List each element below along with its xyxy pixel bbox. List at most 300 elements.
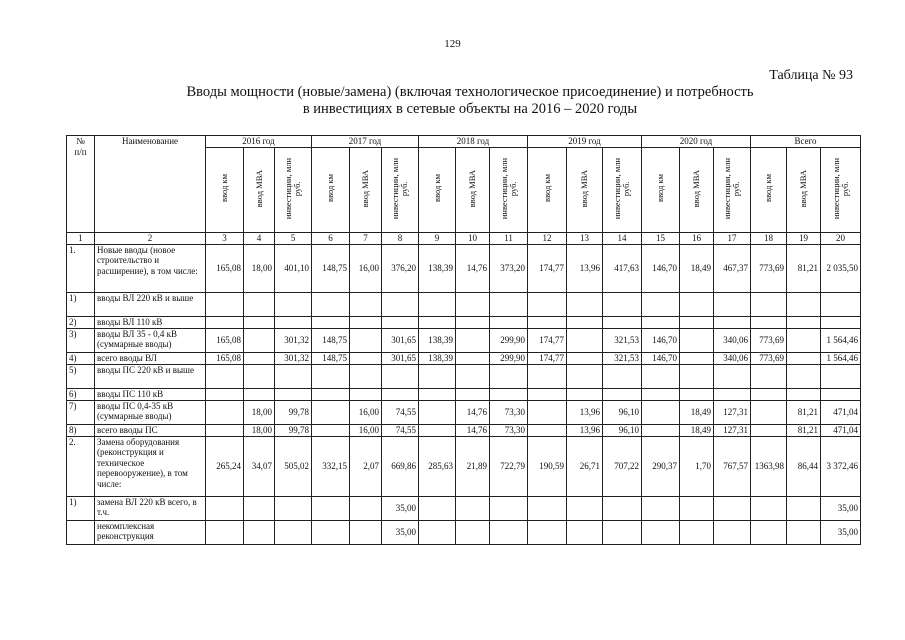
header-subcolumn-label: инвестиции, млн руб. bbox=[390, 157, 409, 219]
row-value: 81,21 bbox=[787, 244, 821, 292]
row-value bbox=[821, 388, 861, 400]
row-value: 773,69 bbox=[751, 352, 787, 364]
row-name: всего вводы ВЛ bbox=[95, 352, 206, 364]
row-value: 321,53 bbox=[603, 352, 642, 364]
row-number: 6) bbox=[67, 388, 95, 400]
row-value bbox=[312, 292, 350, 316]
header-year: 2017 год bbox=[312, 136, 419, 148]
row-name: вводы ВЛ 35 - 0,4 кВ (суммарные вводы) bbox=[95, 328, 206, 352]
row-value bbox=[567, 316, 603, 328]
row-value: 767,57 bbox=[714, 436, 751, 496]
header-subcolumn bbox=[821, 147, 861, 232]
row-value bbox=[456, 520, 490, 544]
row-value: 138,39 bbox=[419, 352, 456, 364]
row-value bbox=[275, 292, 312, 316]
row-value bbox=[642, 364, 680, 388]
header-year: 2016 год bbox=[206, 136, 312, 148]
row-value bbox=[350, 364, 382, 388]
row-value bbox=[642, 388, 680, 400]
column-number: 5 bbox=[275, 232, 312, 244]
row-value bbox=[528, 292, 567, 316]
column-number: 15 bbox=[642, 232, 680, 244]
row-value bbox=[419, 520, 456, 544]
row-value bbox=[603, 520, 642, 544]
row-value bbox=[244, 328, 275, 352]
row-value bbox=[714, 496, 751, 520]
row-value bbox=[603, 364, 642, 388]
column-number: 3 bbox=[206, 232, 244, 244]
row-value bbox=[567, 328, 603, 352]
row-number: 8) bbox=[67, 424, 95, 436]
row-value bbox=[567, 292, 603, 316]
row-value: 669,86 bbox=[382, 436, 419, 496]
table-row bbox=[67, 292, 861, 316]
row-value: 86,44 bbox=[787, 436, 821, 496]
row-value: 301,65 bbox=[382, 352, 419, 364]
row-value: 148,75 bbox=[312, 328, 350, 352]
row-value bbox=[821, 364, 861, 388]
row-value bbox=[382, 316, 419, 328]
row-value bbox=[528, 520, 567, 544]
row-value bbox=[350, 388, 382, 400]
column-number: 14 bbox=[603, 232, 642, 244]
row-value: 146,70 bbox=[642, 328, 680, 352]
header-subcolumn bbox=[787, 147, 821, 232]
row-value: 16,00 bbox=[350, 424, 382, 436]
row-value bbox=[603, 388, 642, 400]
table-row bbox=[67, 352, 861, 364]
row-value bbox=[419, 292, 456, 316]
header-year: 2018 год bbox=[419, 136, 528, 148]
column-number: 4 bbox=[244, 232, 275, 244]
row-value bbox=[787, 520, 821, 544]
row-value: 96,10 bbox=[603, 400, 642, 424]
row-value bbox=[821, 316, 861, 328]
row-value: 165,08 bbox=[206, 244, 244, 292]
row-value bbox=[603, 292, 642, 316]
header-subcolumn-label: инвестиции, млн руб. bbox=[830, 157, 850, 219]
row-value bbox=[680, 292, 714, 316]
row-value: 81,21 bbox=[787, 424, 821, 436]
page-number: 129 bbox=[444, 38, 461, 50]
row-value: 35,00 bbox=[382, 520, 419, 544]
header-year: 2020 год bbox=[642, 136, 751, 148]
row-value: 18,00 bbox=[244, 424, 275, 436]
row-value bbox=[490, 316, 528, 328]
row-value bbox=[528, 400, 567, 424]
header-subcolumn-label: ввод МВА bbox=[579, 169, 589, 207]
row-value: 299,90 bbox=[490, 352, 528, 364]
table-row bbox=[67, 328, 861, 352]
row-name: Замена оборудования (реконструкция и техническое перевооружение), в том числе: bbox=[95, 436, 206, 496]
row-name: вводы ПС 110 кВ bbox=[95, 388, 206, 400]
header-subcolumn-label: ввод км bbox=[541, 174, 552, 203]
row-value bbox=[528, 496, 567, 520]
row-value: 148,75 bbox=[312, 244, 350, 292]
header-subcolumn bbox=[382, 147, 419, 232]
row-name: вводы ВЛ 220 кВ и выше bbox=[95, 292, 206, 316]
row-value: 376,20 bbox=[382, 244, 419, 292]
row-number: 2. bbox=[67, 436, 95, 496]
row-value: 13,96 bbox=[567, 244, 603, 292]
row-number: 2) bbox=[67, 316, 95, 328]
column-number: 7 bbox=[350, 232, 382, 244]
row-value bbox=[567, 352, 603, 364]
row-value: 35,00 bbox=[382, 496, 419, 520]
row-value: 467,37 bbox=[714, 244, 751, 292]
row-value: 1,70 bbox=[680, 436, 714, 496]
header-year: 2019 год bbox=[528, 136, 642, 148]
row-value: 2 035,50 bbox=[821, 244, 861, 292]
row-value bbox=[456, 364, 490, 388]
row-name: некомплексная реконструкция bbox=[95, 520, 206, 544]
header-subcolumn bbox=[350, 147, 382, 232]
row-value: 14,76 bbox=[456, 400, 490, 424]
row-value: 1363,98 bbox=[751, 436, 787, 496]
row-value: 340,06 bbox=[714, 328, 751, 352]
row-value bbox=[603, 316, 642, 328]
row-value: 299,90 bbox=[490, 328, 528, 352]
row-value: 773,69 bbox=[751, 328, 787, 352]
header-subcolumn-label: инвестиции, млн руб. bbox=[612, 157, 631, 219]
row-value bbox=[244, 364, 275, 388]
row-value bbox=[312, 364, 350, 388]
header-subcolumn bbox=[714, 147, 751, 232]
row-value bbox=[350, 292, 382, 316]
header-subcolumn-label: ввод МВА bbox=[360, 169, 370, 207]
row-value bbox=[456, 316, 490, 328]
header-subcolumn-label: ввод МВА bbox=[691, 169, 701, 207]
row-name: Новые вводы (новое строительство и расширение), в том числе: bbox=[95, 244, 206, 292]
header-subcolumn bbox=[603, 147, 642, 232]
row-value: 138,39 bbox=[419, 328, 456, 352]
row-value: 3 372,46 bbox=[821, 436, 861, 496]
header-subcolumn-label: ввод МВА bbox=[253, 169, 264, 207]
row-value: 127,31 bbox=[714, 424, 751, 436]
row-value: 190,59 bbox=[528, 436, 567, 496]
row-value bbox=[751, 400, 787, 424]
row-value: 174,77 bbox=[528, 352, 567, 364]
table-row bbox=[67, 316, 861, 328]
row-value: 16,00 bbox=[350, 400, 382, 424]
row-value bbox=[350, 352, 382, 364]
table-body bbox=[67, 232, 861, 544]
column-number: 2 bbox=[95, 232, 206, 244]
row-value bbox=[419, 400, 456, 424]
row-value bbox=[751, 424, 787, 436]
row-value bbox=[642, 316, 680, 328]
column-number: 20 bbox=[821, 232, 861, 244]
row-value bbox=[244, 292, 275, 316]
header-subcolumn bbox=[275, 147, 312, 232]
row-value bbox=[714, 520, 751, 544]
row-value: 471,04 bbox=[821, 424, 861, 436]
row-value: 1 564,46 bbox=[821, 352, 861, 364]
row-value bbox=[312, 400, 350, 424]
row-value bbox=[382, 364, 419, 388]
row-value bbox=[680, 316, 714, 328]
title-line-1: Вводы мощности (новые/замена) (включая технологическое присоединение) и потребность bbox=[186, 84, 754, 100]
header-row-years bbox=[67, 136, 861, 148]
row-value: 74,55 bbox=[382, 400, 419, 424]
column-number: 13 bbox=[567, 232, 603, 244]
table-label: Таблица № 93 bbox=[769, 68, 853, 83]
column-number: 6 bbox=[312, 232, 350, 244]
row-value bbox=[312, 316, 350, 328]
row-value: 301,32 bbox=[275, 328, 312, 352]
header-subcolumn-label: инвестиции, млн руб. bbox=[498, 157, 518, 219]
row-value: 471,04 bbox=[821, 400, 861, 424]
row-value bbox=[714, 316, 751, 328]
row-value: 290,37 bbox=[642, 436, 680, 496]
row-value bbox=[567, 496, 603, 520]
row-value bbox=[244, 352, 275, 364]
row-value bbox=[714, 364, 751, 388]
row-value: 35,00 bbox=[821, 496, 861, 520]
header-subcolumn-label: ввод км bbox=[325, 174, 335, 203]
row-value: 265,24 bbox=[206, 436, 244, 496]
header-subcolumn bbox=[680, 147, 714, 232]
row-number: 5) bbox=[67, 364, 95, 388]
row-value: 165,08 bbox=[206, 328, 244, 352]
row-value bbox=[456, 352, 490, 364]
row-value: 14,76 bbox=[456, 244, 490, 292]
header-subcolumn bbox=[751, 147, 787, 232]
row-number bbox=[67, 520, 95, 544]
row-value bbox=[642, 520, 680, 544]
row-value: 146,70 bbox=[642, 352, 680, 364]
header-subcolumn bbox=[419, 147, 456, 232]
row-value bbox=[419, 424, 456, 436]
row-value: 14,76 bbox=[456, 424, 490, 436]
column-number: 8 bbox=[382, 232, 419, 244]
row-value bbox=[312, 388, 350, 400]
row-value bbox=[275, 364, 312, 388]
table-row bbox=[67, 364, 861, 388]
row-value bbox=[490, 520, 528, 544]
row-value: 285,63 bbox=[419, 436, 456, 496]
column-number: 16 bbox=[680, 232, 714, 244]
row-value bbox=[312, 520, 350, 544]
header-subcolumn-label: ввод МВА bbox=[467, 169, 477, 207]
row-value bbox=[490, 292, 528, 316]
row-value bbox=[787, 352, 821, 364]
row-value: 138,39 bbox=[419, 244, 456, 292]
row-value bbox=[714, 292, 751, 316]
row-value bbox=[350, 328, 382, 352]
row-value bbox=[528, 388, 567, 400]
row-value: 505,02 bbox=[275, 436, 312, 496]
row-value bbox=[206, 364, 244, 388]
row-value bbox=[751, 520, 787, 544]
row-value bbox=[275, 388, 312, 400]
row-value bbox=[567, 520, 603, 544]
document-title bbox=[120, 84, 820, 118]
row-value bbox=[567, 364, 603, 388]
row-value: 127,31 bbox=[714, 400, 751, 424]
row-value: 174,77 bbox=[528, 244, 567, 292]
table-row bbox=[67, 436, 861, 496]
row-value bbox=[787, 328, 821, 352]
row-value bbox=[456, 292, 490, 316]
row-value bbox=[312, 424, 350, 436]
row-value: 96,10 bbox=[603, 424, 642, 436]
row-value bbox=[206, 496, 244, 520]
row-value: 373,20 bbox=[490, 244, 528, 292]
row-value: 146,70 bbox=[642, 244, 680, 292]
row-value bbox=[642, 292, 680, 316]
row-value: 773,69 bbox=[751, 244, 787, 292]
row-value: 21,89 bbox=[456, 436, 490, 496]
table-row bbox=[67, 388, 861, 400]
row-value bbox=[350, 520, 382, 544]
row-value bbox=[244, 388, 275, 400]
row-value bbox=[751, 316, 787, 328]
row-value: 401,10 bbox=[275, 244, 312, 292]
column-number: 1 bbox=[67, 232, 95, 244]
row-number: 3) bbox=[67, 328, 95, 352]
table-row bbox=[67, 244, 861, 292]
header-subcolumn bbox=[244, 147, 275, 232]
column-number: 17 bbox=[714, 232, 751, 244]
column-number: 12 bbox=[528, 232, 567, 244]
header-subcolumn bbox=[528, 147, 567, 232]
row-value: 332,15 bbox=[312, 436, 350, 496]
row-value bbox=[680, 352, 714, 364]
column-number: 10 bbox=[456, 232, 490, 244]
row-value: 18,00 bbox=[244, 244, 275, 292]
row-value bbox=[642, 400, 680, 424]
header-subcolumn bbox=[490, 147, 528, 232]
row-value: 18,49 bbox=[680, 400, 714, 424]
row-number: 7) bbox=[67, 400, 95, 424]
row-value bbox=[456, 388, 490, 400]
row-value bbox=[275, 316, 312, 328]
title-line-2: в инвестициях в сетевые объекты на 2016 – 2020 годы bbox=[302, 101, 638, 117]
row-value bbox=[206, 316, 244, 328]
row-value: 165,08 bbox=[206, 352, 244, 364]
row-value: 707,22 bbox=[603, 436, 642, 496]
row-value: 81,21 bbox=[787, 400, 821, 424]
row-value bbox=[456, 328, 490, 352]
row-name: замена ВЛ 220 кВ всего, в т.ч. bbox=[95, 496, 206, 520]
row-value bbox=[275, 520, 312, 544]
row-value bbox=[419, 496, 456, 520]
row-name: вводы ПС 220 кВ и выше bbox=[95, 364, 206, 388]
header-subcolumn bbox=[567, 147, 603, 232]
row-value bbox=[528, 316, 567, 328]
row-number: 1) bbox=[67, 292, 95, 316]
row-value bbox=[642, 424, 680, 436]
column-number: 11 bbox=[490, 232, 528, 244]
row-value: 148,75 bbox=[312, 352, 350, 364]
row-value bbox=[490, 364, 528, 388]
row-value: 174,77 bbox=[528, 328, 567, 352]
row-value: 18,49 bbox=[680, 244, 714, 292]
row-value bbox=[312, 496, 350, 520]
row-value: 13,96 bbox=[567, 400, 603, 424]
row-value bbox=[206, 292, 244, 316]
row-value bbox=[275, 496, 312, 520]
row-value bbox=[567, 388, 603, 400]
column-number: 9 bbox=[419, 232, 456, 244]
row-name: вводы ПС 0,4-35 кВ (суммарные вводы) bbox=[95, 400, 206, 424]
row-value: 321,53 bbox=[603, 328, 642, 352]
row-value bbox=[787, 292, 821, 316]
row-number: 4) bbox=[67, 352, 95, 364]
header-subcolumn bbox=[206, 147, 244, 232]
row-value bbox=[787, 388, 821, 400]
row-value bbox=[751, 292, 787, 316]
row-value bbox=[350, 496, 382, 520]
row-value bbox=[206, 388, 244, 400]
row-value bbox=[206, 520, 244, 544]
row-value bbox=[787, 364, 821, 388]
row-value: 722,79 bbox=[490, 436, 528, 496]
row-value: 74,55 bbox=[382, 424, 419, 436]
row-number: 1) bbox=[67, 496, 95, 520]
row-value: 35,00 bbox=[821, 520, 861, 544]
row-value: 99,78 bbox=[275, 424, 312, 436]
row-value: 2,07 bbox=[350, 436, 382, 496]
row-value bbox=[244, 316, 275, 328]
row-value: 16,00 bbox=[350, 244, 382, 292]
row-value bbox=[490, 388, 528, 400]
header-year: Всего bbox=[751, 136, 861, 148]
row-value bbox=[382, 388, 419, 400]
row-value bbox=[751, 364, 787, 388]
row-value bbox=[642, 496, 680, 520]
row-value: 73,30 bbox=[490, 424, 528, 436]
row-value: 34,07 bbox=[244, 436, 275, 496]
row-value bbox=[382, 292, 419, 316]
row-value bbox=[419, 364, 456, 388]
header-subcolumn-label: ввод км bbox=[763, 174, 773, 203]
row-value bbox=[680, 388, 714, 400]
row-value bbox=[244, 496, 275, 520]
header-subcolumn-label: ввод МВА bbox=[798, 169, 808, 207]
row-value bbox=[490, 496, 528, 520]
row-value bbox=[680, 328, 714, 352]
header-subcolumn bbox=[456, 147, 490, 232]
header-subcolumn bbox=[642, 147, 680, 232]
row-number: 1. bbox=[67, 244, 95, 292]
row-value bbox=[350, 316, 382, 328]
row-name: всего вводы ПС bbox=[95, 424, 206, 436]
row-value bbox=[680, 364, 714, 388]
row-value bbox=[206, 400, 244, 424]
row-value bbox=[528, 364, 567, 388]
header-subcolumn-label: инвестиции, млн руб. bbox=[283, 157, 302, 219]
row-value bbox=[419, 388, 456, 400]
row-value bbox=[751, 496, 787, 520]
row-value: 18,00 bbox=[244, 400, 275, 424]
column-number: 19 bbox=[787, 232, 821, 244]
row-value bbox=[714, 388, 751, 400]
row-value bbox=[680, 496, 714, 520]
header-number: № п/п bbox=[67, 136, 95, 233]
header-name: Наименование bbox=[95, 136, 206, 233]
row-value bbox=[456, 496, 490, 520]
row-value bbox=[751, 388, 787, 400]
row-value bbox=[603, 496, 642, 520]
row-value bbox=[244, 520, 275, 544]
table-row bbox=[67, 496, 861, 520]
column-number: 18 bbox=[751, 232, 787, 244]
row-value: 99,78 bbox=[275, 400, 312, 424]
header-subcolumn-label: ввод км bbox=[431, 174, 442, 203]
row-value bbox=[528, 424, 567, 436]
